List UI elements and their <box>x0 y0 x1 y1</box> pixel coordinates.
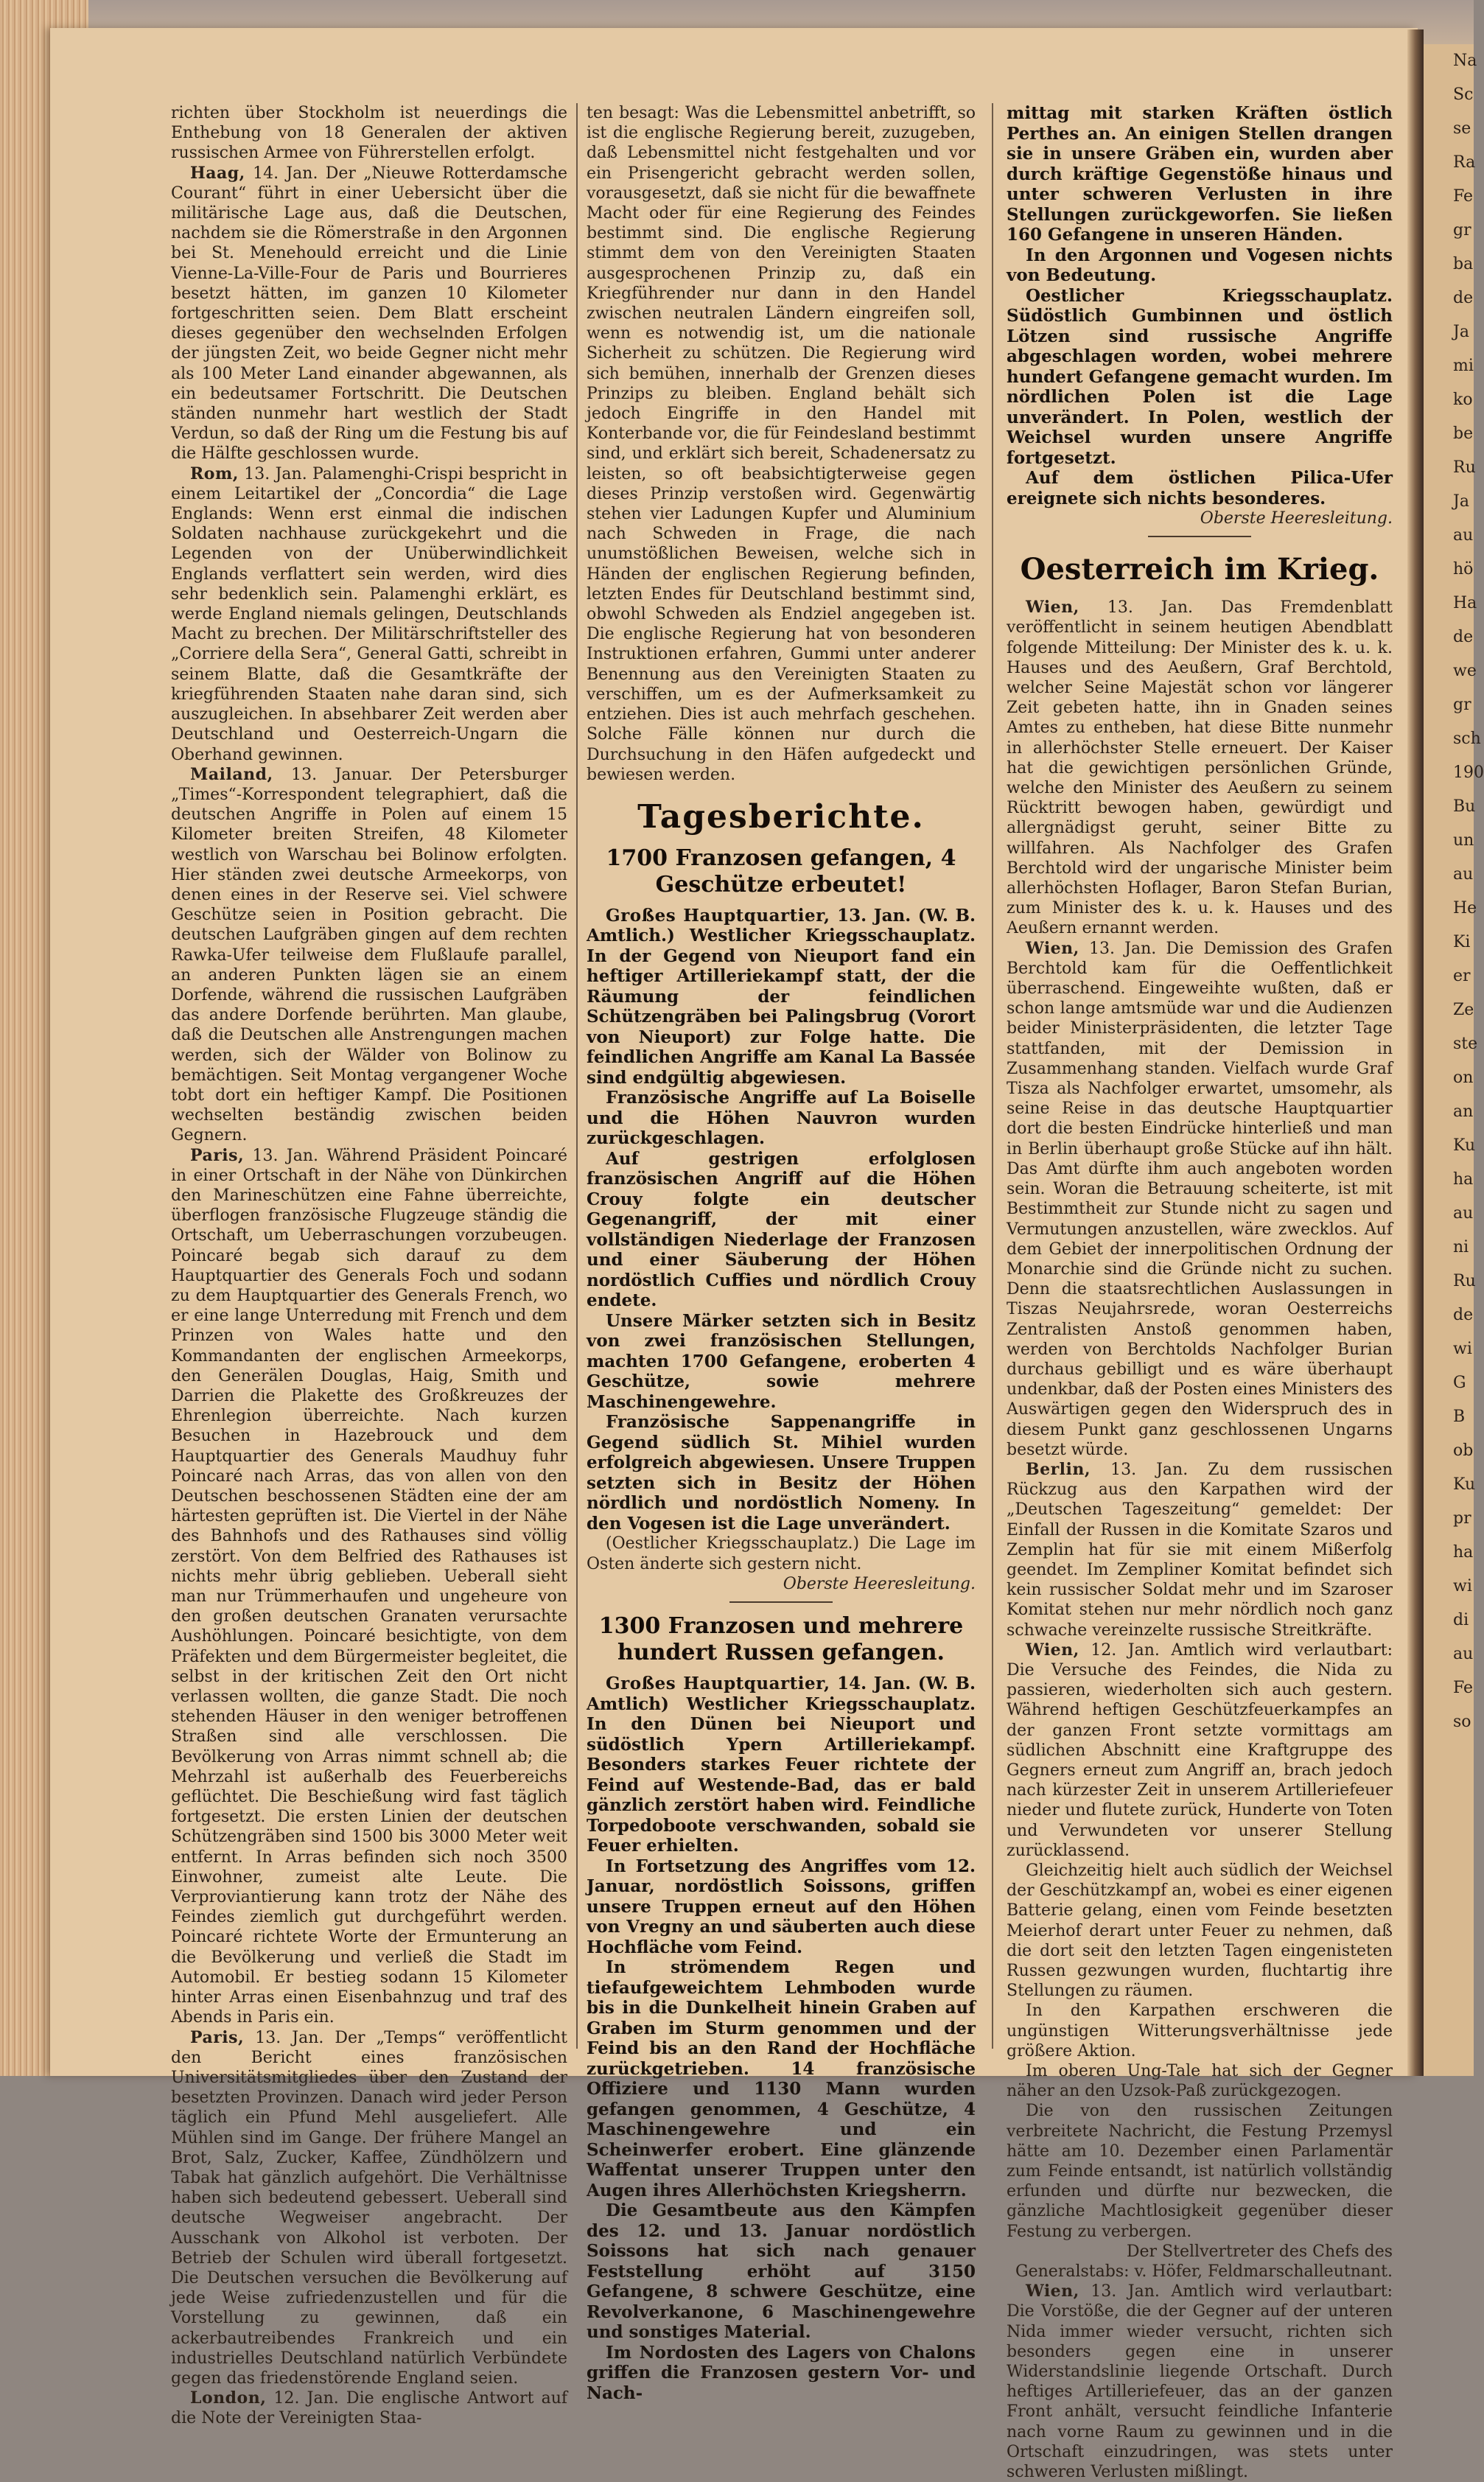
report-east-note: (Oestlicher Kriegsschauplatz.) Die Lage im Osten änderte sich gestern nicht. <box>587 1534 976 1573</box>
article-paragraph: London, 12. Jan. Die englische Antwort auf die Note der Vereinigten Staa- <box>171 2388 567 2428</box>
adjacent-page-text: wi <box>1453 1340 1472 1358</box>
adjacent-page-text: au <box>1453 1204 1474 1223</box>
adjacent-page-text: we <box>1453 662 1477 680</box>
article-paragraph: Wien, 13. Jan. Die Demission des Grafen Berchtold kam für die Oeffentlichkeit überraschend. Eingeweihte wußten, daß er schon lange amtsmüde war und die Audienzen beider Ministerpräsidenten, die letzter Tage stattfanden, mit der Demission in Zusammenhang standen. Vielfach wurde Graf Tisza als Nachfolger erwartet, umsomehr, als seine Reise in das deutsche Hauptquartier dort die besten Eindrücke hinterließ und man in Berlin überhaupt große Stücke auf ihn hält. Das Amt dürfte ihm auch angeboten worden sein. Woran die Betrauung scheiterte, ist mit Bestimmtheit zur Stunde nicht zu sagen und Vermutungen anzustellen, wäre zwecklos. Auf dem Gebiet der innerpolitischen Ordnung der Monarchie sind die Gründe nicht zu suchen. Denn die staatsrechtlichen Auslassungen in Tiszas Neujahrsrede, woran Oesterreichs Zentralisten Anstoß genommen haben, werden von Berchtolds Nachfolger Burian durchaus gebilligt und es wäre überhaupt undenkbar, daß der Posten eines Ministers des Auswärtigen gegen den Widerspruch des in diesem Punkt ganz geschlossenen Ungarns besetzt würde. <box>1007 938 1393 1459</box>
adjacent-page-text: de <box>1453 289 1474 307</box>
adjacent-page-text: hö <box>1453 560 1474 578</box>
signature: Oberste Heeresleitung. <box>783 1574 976 1593</box>
report-body: Großes Hauptquartier, 13. Jan. (W. B. Amtlich.) Westlicher Kriegsschauplatz. In der Gegend von Nieuport fand ein heftiger Artilleriekampf statt, der die Räumung der feindlichen Schützengräben bei Palingsbrug (Vorort von Nieuport) zur Folge hatte. Die feindlichen Angriffe am Kanal La Bassée sind endgültig abgewiesen. Französische Angriffe auf La Boiselle und die Höhen Nauvron wurden zurückgeschlagen. Auf gestrigen erfolglosen französischen Angriff auf die Höhen Crouy folgte ein deutscher Gegenangriff, der mit einer vollständigen Niederlage der Franzosen und einer Säuberung der Höhen nordöstlich Cuffies und nördlich Crouy endete. Unsere Märker setzten sich in Besitz von zwei französischen Stellungen, machten 1700 Gefangene, eroberten 4 Geschütze, sowie mehrere Maschinengewehre. Französische Sappenangriffe in Gegend südlich St. Mihiel wurden erfolgreich abgewiesen. Unsere Truppen setzten sich in Besitz der Höhen nördlich und nordöstlich Nomeny. In den Vogesen ist die Lage unverändert. <box>587 905 976 1534</box>
adjacent-page-text: Fe <box>1453 187 1474 206</box>
article-paragraph: Im oberen Ung-Tale hat sich der Gegner näher an den Uzsok-Paß zurückgezogen. <box>1007 2062 1393 2101</box>
divider <box>729 1601 833 1603</box>
adjacent-page-text: mi <box>1453 357 1474 375</box>
adjacent-page-text: au <box>1453 1645 1474 1663</box>
adjacent-page-text: ste <box>1453 1035 1478 1053</box>
article-paragraph: Gleichzeitig hielt auch südlich der Weichsel der Geschützkampf an, wobei es einer eigenen Batterie gelang, einen vom Feinde besetzten Meierhof derart unter Feuer zu nehmen, daß die dort seit den letzten Tagen eingenisteten Russen gezwungen wurden, fluchtartig ihre Stellungen zu räumen. <box>1007 1862 1393 2001</box>
adjacent-page-text: se <box>1453 119 1471 138</box>
adjacent-page-text: He <box>1453 899 1477 917</box>
adjacent-page-text: ko <box>1453 391 1473 409</box>
adjacent-page-text: de <box>1453 628 1474 646</box>
article-paragraph: Mailand, 13. Januar. Der Petersburger „Times“-Korrespondent telegraphiert, daß die deutschen Angriffe in Polen auf einem 15 Kilometer breiten Streifen, 48 Kilometer westlich von Warschau bei Bolinow erfolgten. Hier ständen zwei deutsche Armeekorps, von denen eines in der Reserve sei. Viel schwere Geschütze seien in Position gebracht. Die deutschen Laufgräben gingen auf dem rechten Rawka-Ufer teilweise dem Flußlaufe parallel, an anderen Punkten lägen sie an einem Dorfende, während die russischen Laufgräben das andere Dorfende berührten. Man glaube, daß die Deutschen alle Anstrengungen machen werden, sich der Wälder von Bolinow zu bemächtigen. Seit Montag vergangener Woche tobt dort ein heftiger Kampf. Die Positionen wechselten beständig zwischen beiden Gegnern. <box>171 764 568 1145</box>
adjacent-page-fragment <box>1424 44 1484 2076</box>
adjacent-page-text: wi <box>1453 1577 1472 1595</box>
adjacent-page-text: 190 <box>1453 763 1484 782</box>
column-rule-1 <box>576 103 578 2049</box>
signature: Oberste Heeresleitung. <box>1200 509 1393 528</box>
adjacent-page-text: au <box>1453 865 1474 884</box>
article-paragraph: richten über Stockholm ist neuerdings die Enthebung von 18 Generalen der aktiven russischen Armee von Führerstellen erfolgt. <box>171 104 567 163</box>
adjacent-page-text: gr <box>1453 221 1471 240</box>
adjacent-page-text: ha <box>1453 1543 1474 1562</box>
section-title-tagesberichte: Tagesberichte. <box>637 797 925 836</box>
adjacent-page-text: on <box>1453 1069 1474 1087</box>
article-paragraph: Wien, 13. Jan. Amtlich wird verlautbart: Die Vorstöße, die der Gegner auf der unteren Nida immer wieder versucht, richten sich besonders gegen eine in unserer Widerstandslinie liegende Ortschaft. Durch heftiges Artilleriefeuer, das an der ganzen Front anhält, versucht feindliche Infanterie nach vorne Raum zu gewinnen und in die Ortschaft einzudringen, was stets unter schweren Verlusten mißlingt. <box>1007 2282 1393 2482</box>
article-paragraph: Berlin, 13. Jan. Zu dem russischen Rückzug aus den Karpathen wird der „Deutschen Tageszeitung“ gemeldet: Der Einfall der Russen in die Komitate Szaros und Zemplin hat für sie mit einem Mißerfolg geendet. Im Zempliner Komitat befindet sich kein russischer Soldat mehr und im Szaroser Komitat stehen nur mehr nördlich noch ganz schwache vereinzelte russische Streitkräfte. <box>1007 1459 1393 1640</box>
article-paragraph: Wien, 13. Jan. Das Fremdenblatt veröffentlicht in seinem heutigen Abendblatt folgende Mitteilung: Der Minister des k. u. k. Hauses und des Aeußern, Graf Berchtold, welcher Seine Majestät schon vor längerer Zeit gebeten hatte, ihn in Gnaden seines Amtes zu entheben, hat diese Bitte nunmehr in allerhöchster Stelle erneuert. Der Kaiser hat die gewichtigen persönlichen Gründe, welche den Minister des Aeußern zu seinem Rücktritt bewogen haben, gewürdigt und allergnädigst geruht, seiner Bitte zu willfahren. Als Nachfolger des Grafen Berchtold wird der ungarische Minister beim allerhöchsten Hoflager, Baron Stefan Burian, zum Minister des k. u. k. Hauses und des Aeußern ernannt werden. <box>1007 598 1393 938</box>
article-paragraph: In den Karpathen erschweren die ungünstigen Witterungsverhältnisse jede größere Aktion. <box>1007 2002 1393 2060</box>
adjacent-page-text: Ku <box>1453 1475 1476 1494</box>
article-paragraph: Paris, 13. Jan. Während Präsident Poincaré in einer Ortschaft in der Nähe von Dünkirchen den Marineschützen eine Fahne überreichte, überflogen französische Flugzeuge ständig die Ortschaft, um Ueberraschungen vorzubeugen. Poincaré begab sich darauf zu dem Hauptquartier des Generals Foch und sodann zu dem Hauptquartier des Generals French, wo er eine lange Unterredung mit French und dem Prinzen von Wales hatte und den Kommandanten der englischen Armeekorps, den Generälen Douglas, Haig, Smith und Darrien die Plakette des Großkreuzes der Ehrenlegion überreichte. Nach kurzen Besuchen in Hazebrouck und dem Hauptquartier des Generals Maudhuy fuhr Poincaré nach Arras, das von allen von den Deutschen beschossenen Städten eine der am härtesten geprüften ist. Die Viertel in der Nähe des Bahnhofs und des Rathauses sind völlig zerstört. Von dem Belfried des Rathauses ist nichts mehr übrig geblieben. Ueberall sieht man nur Trümmerhaufen und ungeheure von den großen deutschen Granaten verursachte Aushöhlungen. Poincaré besichtigte, von dem Präfekten und dem Bürgermeister begleitet, die selbst in der kritischen Zeit den Ort nicht verlassen wollten, die ganze Stadt. Die noch stehenden Häuser in den weniger betroffenen Straßen sind alle verschlossen. Die Bevölkerung von Arras nimmt schnell ab; die Mehrzahl ist außerhalb des Feuerbereichs geflüchtet. Die Beschießung wird fast täglich fortgesetzt. Die ersten Linien der deutschen Schützengräben sind 1500 bis 3000 Meter weit entfernt. In Arras befinden sich noch 3500 Einwohner, zumeist alte Leute. Die Verproviantierung kann trotz der Nähe des Feindes ziemlich gut durchgeführt werden. Poincaré richtete Worte der Ermunterung an die Bevölkerung und verließ die Stadt im Automobil. Er bestieg sodann 15 Kilometer hinter Arras einen Eisenbahnzug und traf des Abends in Paris ein. <box>171 1145 567 2027</box>
adjacent-page-text: Bu <box>1453 797 1476 816</box>
adjacent-page-text: Ze <box>1453 1001 1474 1019</box>
adjacent-page-text: G <box>1453 1374 1466 1392</box>
article-paragraph: Rom, 13. Jan. Palamenghi-Crispi bespricht in einem Leitartikel der „Concordia“ die Lage Englands: Wenn erst einmal die indischen Soldaten nachhause zurückgekehrt und die Legenden von der Unüberwindlichkeit Englands verflattert sein werden, wird dies sehr bedenklich sein. Palamenghi erklärt, es werde England niemals gelingen, Deutschlands Macht zu brechen. Der Militärschriftsteller des „Corriere della Sera“, General Gatti, schreibt in seinem Blatte, daß die Gesamtkräfte der kriegführenden Staaten nahe daran sind, sich auszugleichen. In absehbarer Zeit werden aber Deutschland und Oesterreich-Ungarn die Oberhand gewinnen. <box>171 464 567 764</box>
adjacent-page-text: Ki <box>1453 933 1471 951</box>
article-paragraph: Haag, 14. Jan. Der „Nieuwe Rotterdamsche Courant“ führt in einer Uebersicht über die militärische Lage aus, daß die Deutschen, nachdem sie die Römerstraße in den Argonnen bei St. Menehould erreicht und die Linie Vienne-La-Ville-Four de Paris und Bourrieres besetzt hätten, im ganzen 10 Kilometer fortgeschritten seien. Dem Blatt erscheint dieses gegenüber den wechselnden Erfolgen der jüngsten Zeit, wo beide Gegner nicht mehr als 100 Meter Land einander abgewannen, als ein bedeutsamer Fortschritt. Die Deutschen ständen nunmehr hart westlich der Stadt Verdun, so daß der Ring um die Festung bis auf die Hälfte geschlossen wurde. <box>171 163 568 464</box>
section-title-oesterreich: Oesterreich im Krieg. <box>1020 552 1379 587</box>
adjacent-page-text: er <box>1453 967 1471 985</box>
report-headline: 1300 Franzosen und mehrere hundert Russen gefangen. <box>598 1613 964 1666</box>
adjacent-page-text: Na <box>1453 52 1477 70</box>
column-1 <box>171 103 567 2429</box>
article-paragraph: Der Stellvertreter des Chefs des Generalstabs: v. Höfer, Feldmarschalleutnant. <box>1015 2242 1393 2282</box>
adjacent-page-text: Ku <box>1453 1136 1476 1155</box>
column-rule-2 <box>992 103 993 2049</box>
column-2 <box>587 103 976 2403</box>
divider <box>1148 536 1251 537</box>
book-spine <box>1407 29 1424 2076</box>
adjacent-page-text: Ru <box>1453 1272 1476 1290</box>
adjacent-page-text: Ha <box>1453 594 1477 612</box>
adjacent-page-text: Sc <box>1453 85 1474 104</box>
adjacent-page-text: pr <box>1453 1509 1471 1528</box>
adjacent-page-text: un <box>1453 831 1474 850</box>
adjacent-page-text: de <box>1453 1306 1474 1324</box>
adjacent-page-text: ha <box>1453 1170 1474 1189</box>
article-paragraph: Die von den russischen Zeitungen verbreitete Nachricht, die Festung Przemysl hätte am 10. Dezember einen Parlamentär zum Feinde entsandt, ist natürlich vollständig erfunden und dürfte nur bezwecken, die gänzliche Machtlosigkeit gegenüber dieser Festung zu verbergen. <box>1007 2102 1393 2241</box>
adjacent-page-text: Ja <box>1453 492 1469 511</box>
adjacent-page-text: au <box>1453 526 1474 545</box>
adjacent-page-text: Ja <box>1453 323 1469 341</box>
adjacent-page-text: di <box>1453 1611 1469 1629</box>
adjacent-page-text: gr <box>1453 696 1471 714</box>
adjacent-page-text: ni <box>1453 1238 1469 1256</box>
adjacent-page-text: be <box>1453 424 1474 443</box>
adjacent-page-text: Ra <box>1453 153 1476 172</box>
adjacent-page-text: so <box>1453 1713 1471 1731</box>
column-3 <box>1007 103 1393 2482</box>
adjacent-page-text: ob <box>1453 1441 1474 1460</box>
adjacent-page-text: B <box>1453 1408 1466 1426</box>
adjacent-page-text: Fe <box>1453 1679 1474 1697</box>
report-body: Großes Hauptquartier, 14. Jan. (W. B. Amtlich) Westlicher Kriegsschauplatz. In den Dünen bei Nieuport und südöstlich Ypern Artilleriekampf. Besonders starkes Feuer richtete der Feind auf Westende-Bad, das er bald gänzlich zerstört haben wird. Feindliche Torpedoboote verschwanden, sobald sie Feuer erhielten. In Fortsetzung des Angriffes vom 12. Januar, nordöstlich Soissons, griffen unsere Truppen erneut auf den Höhen von Vregny an und säuberten auch diese Hochfläche vom Feind. In strömendem Regen und tiefaufgeweichtem Lehmboden wurde bis in die Dunkelheit hinein Graben auf Graben im Sturm genommen und der Feind bis an den Rand der Hochfläche zurückgetrieben. 14 französische Offiziere und 1130 Mann wurden gefangen genommen, 4 Geschütze, 4 Maschinengewehre und ein Scheinwerfer erobert. Eine glänzende Waffentat unserer Truppen unter den Augen ihres Allerhöchsten Kriegsherrn. Die Gesamtbeute aus den Kämpfen des 12. und 13. Januar nordöstlich Soissons hat sich nach genauer Feststellung erhöht auf 3150 Gefangene, 8 schwere Geschütze, eine Revolverkanone, 6 Maschinengewehre und sonstiges Material. Im Nordosten des Lagers von Chalons griffen die Franzosen gestern Vor- und Nach- <box>587 1674 976 2403</box>
adjacent-page-text: an <box>1453 1102 1474 1121</box>
adjacent-page-text: Ru <box>1453 458 1476 477</box>
report-headline: 1700 Franzosen gefangen, 4 Geschütze erbeutet! <box>606 845 956 898</box>
article-paragraph: ten besagt: Was die Lebensmittel anbetrifft, so ist die englische Regierung bereit, zuzugeben, daß Lebensmittel nicht festgehalten und vor ein Prisengericht gebracht werden sollen, vorausgesetzt, daß sie nicht für die bewaffnete Macht oder für eine Regierung des Feindes bestimmt sind. Die englische Regierung stimmt dem von den Vereinigten Staaten ausgesprochenen Prinzip zu, daß ein Kriegführender nur dann in den Handel zwischen neutralen Ländern eingreifen soll, wenn es notwendig ist, um die nationale Sicherheit zu schützen. Die Regierung wird sich bemühen, innerhalb der Grenzen dieses Prinzips zu bleiben. England behält sich jedoch Eingriffe in den Handel mit Konterbande vor, die für Feindesland bestimmt sind, und erklärt sich bereit, Schadenersatz zu leisten, so oft beabsichtigterweise gegen dieses Prinzip verstoßen wird. Gegenwärtig stehen vier Ladungen Kupfer und Aluminium nach Schweden in Frage, die nach unumstößlichen Beweisen, welche sich in Händen der englischen Regierung befinden, letzten Endes für Deutschland bestimmt sind, obwohl Schweden als Endziel angegeben ist. Die englische Regierung hat von besonderen Instruktionen erfahren, Gummi unter anderer Benennung aus den Vereinigten Staaten zu verschiffen, um es der Aufmerksamkeit zu entziehen. Dies ist auch mehrfach geschehen. Solche Fälle können nur durch die Durchsuchung in den Häfen aufgedeckt und bewiesen werden. <box>587 104 976 784</box>
adjacent-page-text: sch <box>1453 730 1481 748</box>
article-paragraph: Paris, 13. Jan. Der „Temps“ veröffentlicht den Bericht eines französischen Universitätsmitgliedes über den Zustand der besetzten Provinzen. Danach wird jeder Person täglich ein Pfund Mehl ausgeliefert. Alle Mühlen sind im Gange. Der frühere Mangel an Brot, Salz, Zucker, Kaffee, Zündhölzern und Tabak hat gänzlich aufgehört. Die Verhältnisse haben sich bedeutend gebessert. Ueberall sind deutsche Wegweiser angebracht. Der Ausschank von Alkohol ist verboten. Der Betrieb der Schulen wird überall fortgesetzt. Die Deutschen versuchen die Bevölkerung auf jede Weise zufriedenzustellen und für die Vorstellung zu gewinnen, daß ein ackerbautreibendes Frankreich und ein industrielles Deutschland natürlich Verbündete gegen das friedenstörende England seien. <box>171 2027 567 2388</box>
report-continuation: mittag mit starken Kräften östlich Perthes an. An einigen Stellen drangen sie in unsere Gräben ein, wurden aber durch kräftige Gegenstöße hinaus und unter schweren Verlusten in ihre Stellungen zurückgeworfen. Sie ließen 160 Gefangene in unseren Händen. In den Argonnen und Vogesen nichts von Bedeutung. Oestlicher Kriegsschauplatz. Südöstlich Gumbinnen und östlich Lötzen sind russische Angriffe abgeschlagen worden, wobei mehrere hundert Gefangene gemacht wurden. Im nördlichen Polen ist die Lage unverändert. In Polen, westlich der Weichsel wurden unsere Angriffe fortgesetzt. Auf dem östlichen Pilica-Ufer ereignete sich nichts besonderes. <box>1007 103 1393 508</box>
adjacent-page-text: ba <box>1453 255 1474 273</box>
article-paragraph: Wien, 12. Jan. Amtlich wird verlautbart: Die Versuche des Feindes, die Nida zu passieren, wiederholten sich auch gestern. Während heftigen Geschützfeuerkampfes an der ganzen Front setzte vormittags am südlichen Abschnitt eine Kraftgruppe des Gegners erneut zum Angriff an, brach jedoch nach kürzester Zeit in unserem Artilleriefeuer nieder und flutete zurück, Hunderte von Toten und Verwundeten vor unserer Stellung zurücklassend. <box>1007 1640 1393 1860</box>
